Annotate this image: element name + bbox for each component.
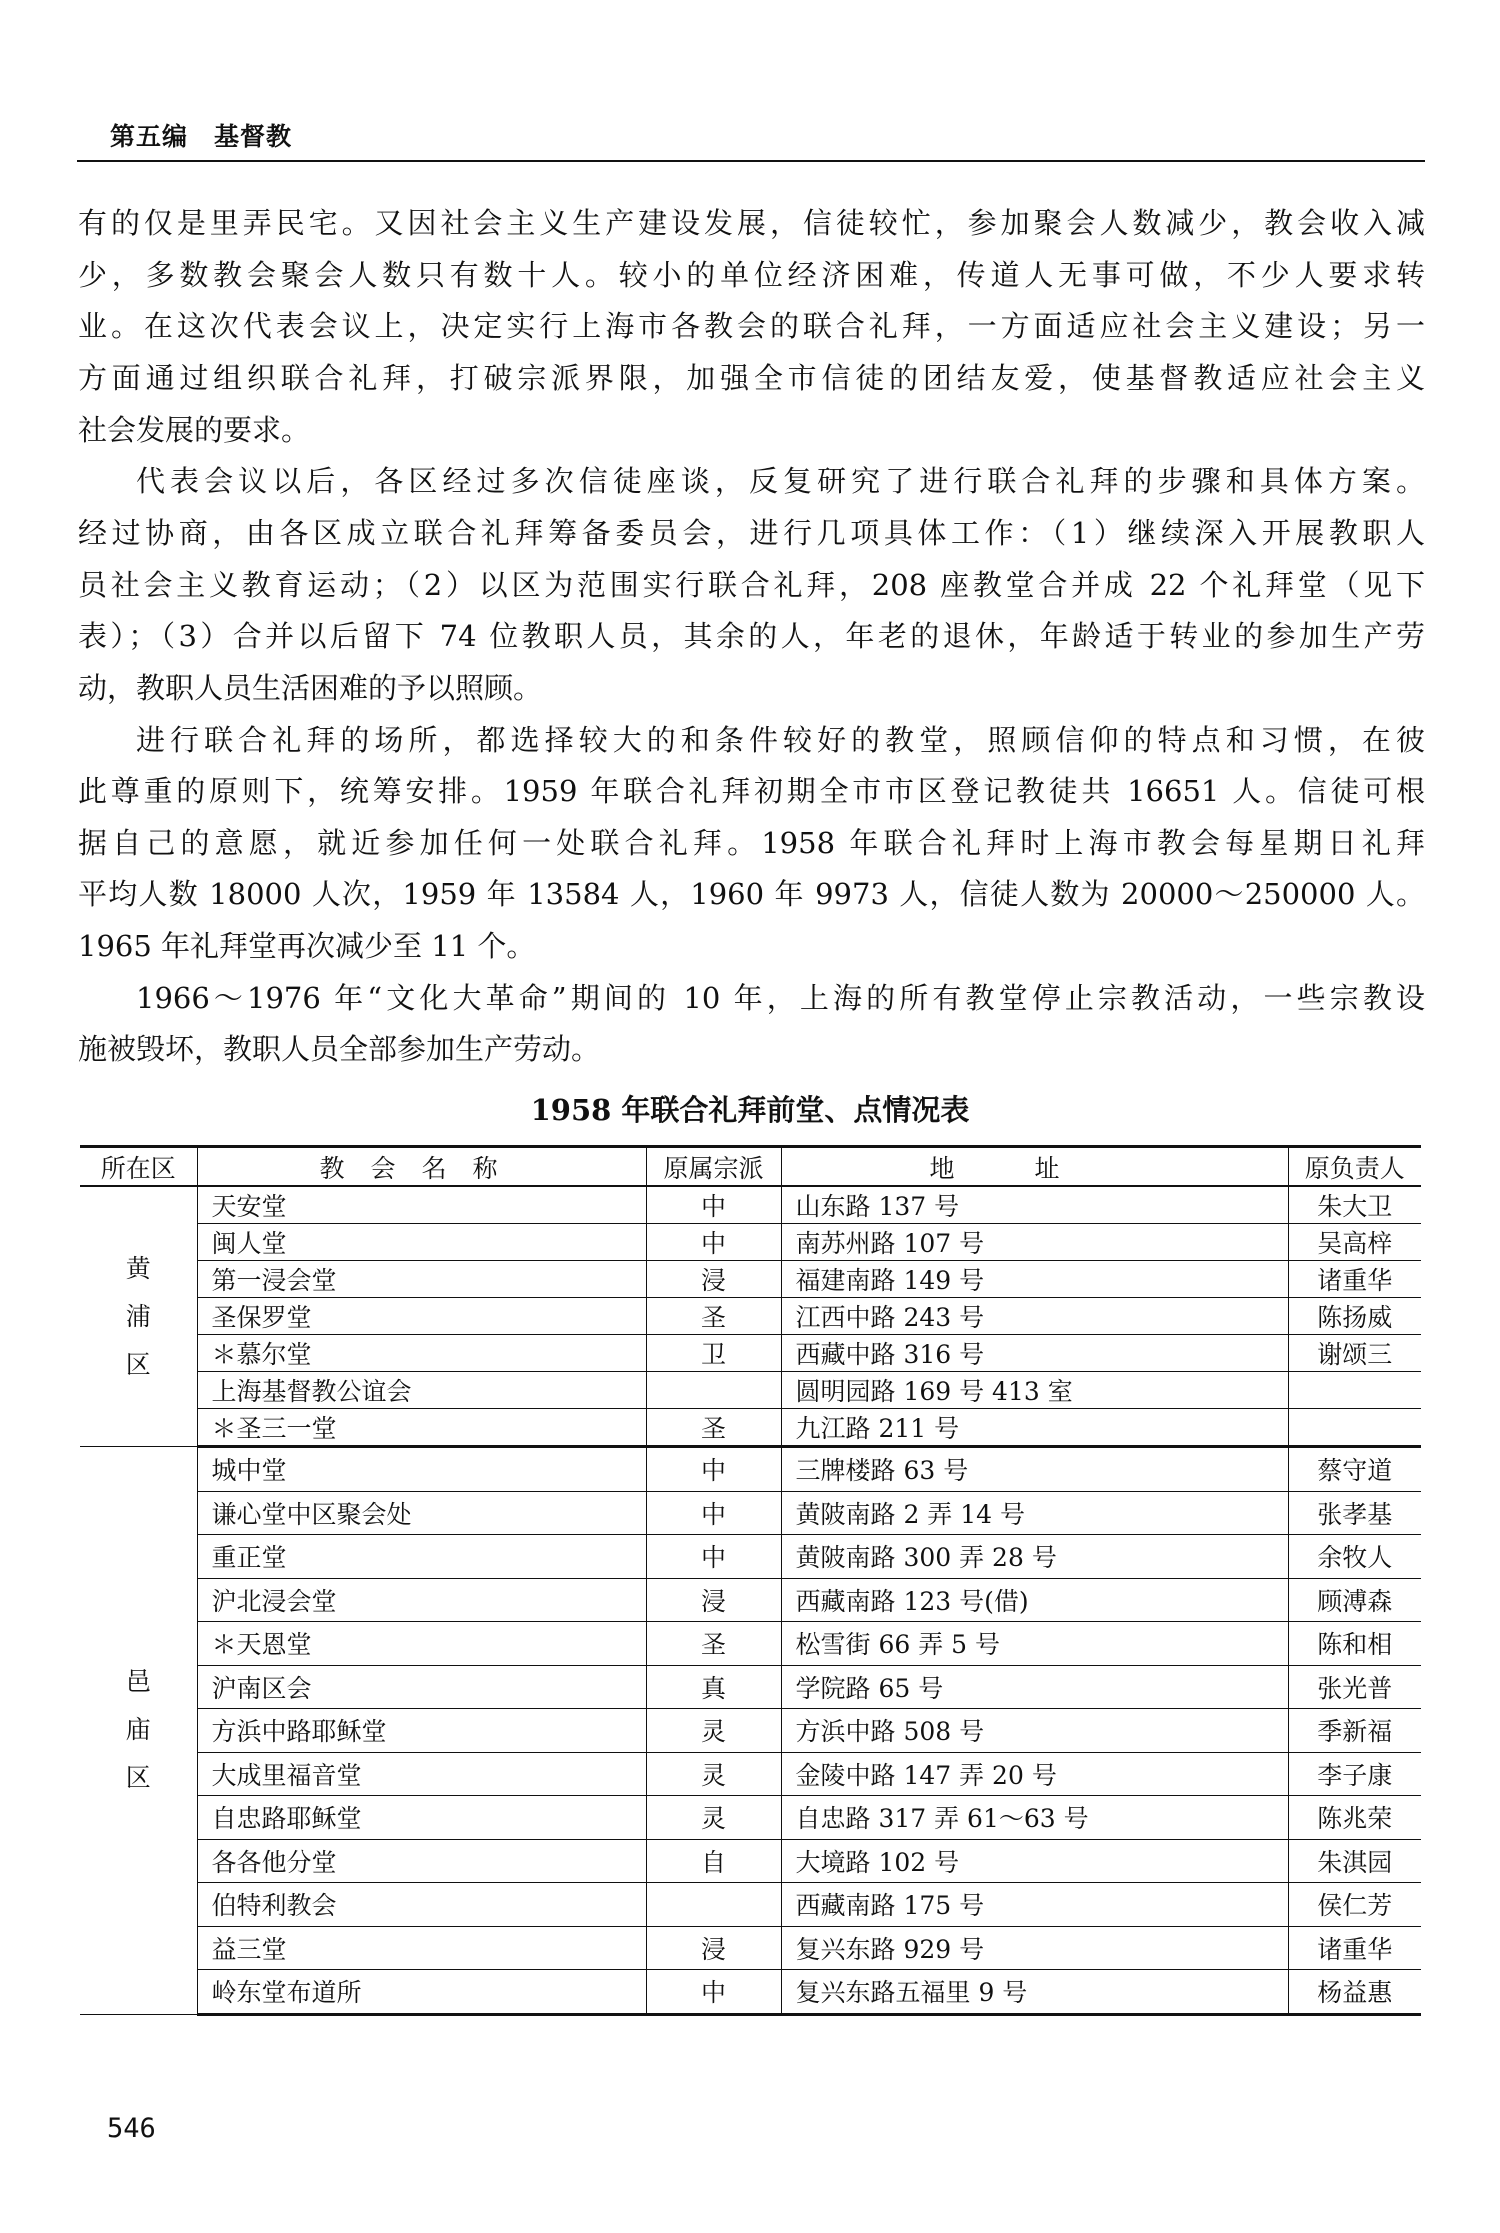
person-cell: 张孝基: [1288, 1491, 1421, 1535]
table-row: [80, 1752, 1421, 1796]
person-cell: 陈和相: [1288, 1622, 1421, 1666]
address-cell: 松雪街 66 弄 5 号: [781, 1622, 1288, 1666]
church-name-cell: 自忠路耶稣堂: [197, 1796, 646, 1840]
church-name-cell: 岭东堂布道所: [197, 1970, 646, 2015]
person-cell: 余牧人: [1288, 1535, 1421, 1579]
denomination-cell: 中: [646, 1186, 781, 1224]
church-name-cell: 第一浸会堂: [197, 1261, 646, 1298]
person-cell: 李子康: [1288, 1752, 1421, 1796]
table-row: [80, 1665, 1421, 1709]
table-row: [80, 1578, 1421, 1622]
district-char: 黄: [125, 1253, 151, 1283]
person-cell: 杨益惠: [1288, 1970, 1421, 2015]
address-cell: 圆明园路 169 号 413 室: [781, 1372, 1288, 1409]
church-name-cell: 重正堂: [197, 1535, 646, 1579]
church-name-cell: ＊天恩堂: [197, 1622, 646, 1666]
column-header-church-name: 教会名称: [197, 1147, 646, 1187]
column-header-district: 所在区: [80, 1147, 197, 1187]
district-char: 浦: [125, 1301, 151, 1331]
table-row: [80, 1839, 1421, 1883]
address-cell: 复兴东路五福里 9 号: [781, 1970, 1288, 2015]
denomination-cell: 灵: [646, 1709, 781, 1753]
denomination-cell: 浸: [646, 1261, 781, 1298]
person-cell: 张光普: [1288, 1665, 1421, 1709]
church-name-cell: 天安堂: [197, 1186, 646, 1224]
church-table: [80, 1145, 1421, 2016]
denomination-cell: 浸: [646, 1926, 781, 1970]
table-title: 1958 年联合礼拜前堂、点情况表: [530, 1093, 970, 1127]
table-row: [80, 1186, 1421, 1224]
denomination-cell: [646, 1883, 781, 1927]
body-line: 据自己的意愿，就近参加任何一处联合礼拜。1958 年联合礼拜时上海市教会每星期日礼拜: [78, 826, 1425, 860]
address-cell: 复兴东路 929 号: [781, 1926, 1288, 1970]
address-cell: 西藏南路 123 号(借): [781, 1578, 1288, 1622]
person-cell: 季新福: [1288, 1709, 1421, 1753]
person-cell: 陈扬威: [1288, 1298, 1421, 1335]
body-line: 1966～1976 年“文化大革命”期间的 10 年，上海的所有教堂停止宗教活动，一些宗教设: [136, 981, 1425, 1015]
table-row: [80, 1970, 1421, 2015]
table-header-row: [80, 1147, 1421, 1187]
address-cell: 学院路 65 号: [781, 1665, 1288, 1709]
page-number: 546: [107, 2113, 156, 2144]
address-cell: 西藏中路 316 号: [781, 1335, 1288, 1372]
table-row: [80, 1491, 1421, 1535]
column-header-person: 原负责人: [1288, 1147, 1421, 1187]
denomination-cell: 浸: [646, 1578, 781, 1622]
church-name-cell: 圣保罗堂: [197, 1298, 646, 1335]
denomination-cell: 圣: [646, 1298, 781, 1335]
address-cell: 九江路 211 号: [781, 1409, 1288, 1447]
church-name-cell: 谦心堂中区聚会处: [197, 1491, 646, 1535]
person-cell: 朱大卫: [1288, 1186, 1421, 1224]
person-cell: 谢颂三: [1288, 1335, 1421, 1372]
table-row: [80, 1224, 1421, 1261]
church-name-cell: 沪北浸会堂: [197, 1578, 646, 1622]
person-cell: 顾溥森: [1288, 1578, 1421, 1622]
church-name-cell: 大成里福音堂: [197, 1752, 646, 1796]
address-cell: 大境路 102 号: [781, 1839, 1288, 1883]
address-cell: 金陵中路 147 弄 20 号: [781, 1752, 1288, 1796]
table-row: [80, 1409, 1421, 1447]
table-row: [80, 1535, 1421, 1579]
denomination-cell: 中: [646, 1491, 781, 1535]
district-cell: [80, 1186, 197, 1447]
denomination-cell: 灵: [646, 1752, 781, 1796]
address-cell: 黄陂南路 2 弄 14 号: [781, 1491, 1288, 1535]
person-cell: 蔡守道: [1288, 1447, 1421, 1492]
denomination-cell: [646, 1372, 781, 1409]
person-cell: 朱淇园: [1288, 1839, 1421, 1883]
body-line: 员社会主义教育运动；（2）以区为范围实行联合礼拜，208 座教堂合并成 22 个礼拜堂（见下: [78, 568, 1425, 602]
address-cell: 黄陂南路 300 弄 28 号: [781, 1535, 1288, 1579]
body-line: 有的仅是里弄民宅。又因社会主义生产建设发展，信徒较忙，参加聚会人数减少，教会收入减: [78, 206, 1425, 240]
person-cell: 吴高梓: [1288, 1224, 1421, 1261]
church-name-cell: 闽人堂: [197, 1224, 646, 1261]
body-line: 业。在这次代表会议上，决定实行上海市各教会的联合礼拜，一方面适应社会主义建设；另一: [78, 309, 1425, 343]
address-cell: 江西中路 243 号: [781, 1298, 1288, 1335]
person-cell: 陈兆荣: [1288, 1796, 1421, 1840]
person-cell: 诸重华: [1288, 1261, 1421, 1298]
address-cell: 自忠路 317 弄 61～63 号: [781, 1796, 1288, 1840]
table-row: [80, 1298, 1421, 1335]
column-header-address: 地址: [781, 1147, 1288, 1187]
church-name-cell: 上海基督教公谊会: [197, 1372, 646, 1409]
person-cell: [1288, 1409, 1421, 1447]
body-line: 1965 年礼拜堂再次减少至 11 个。: [78, 929, 536, 963]
person-cell: 侯仁芳: [1288, 1883, 1421, 1927]
denomination-cell: 圣: [646, 1622, 781, 1666]
district-char: 区: [125, 1763, 151, 1793]
running-head: 第五编 基督教: [110, 122, 293, 151]
denomination-cell: 卫: [646, 1335, 781, 1372]
denomination-cell: 中: [646, 1535, 781, 1579]
denomination-cell: 圣: [646, 1409, 781, 1447]
denomination-cell: 中: [646, 1970, 781, 2015]
district-cell: [80, 1447, 197, 2015]
address-cell: 山东路 137 号: [781, 1186, 1288, 1224]
column-header-denomination: 原属宗派: [646, 1147, 781, 1187]
person-cell: [1288, 1372, 1421, 1409]
body-line: 经过协商，由各区成立联合礼拜筹备委员会，进行几项具体工作：（1）继续深入开展教职人: [78, 516, 1425, 550]
address-cell: 三牌楼路 63 号: [781, 1447, 1288, 1492]
table-row: [80, 1709, 1421, 1753]
body-line: 进行联合礼拜的场所，都选择较大的和条件较好的教堂，照顾信仰的特点和习惯，在彼: [136, 723, 1425, 757]
address-cell: 南苏州路 107 号: [781, 1224, 1288, 1261]
denomination-cell: 自: [646, 1839, 781, 1883]
table-row: [80, 1622, 1421, 1666]
address-cell: 方浜中路 508 号: [781, 1709, 1288, 1753]
body-line: 平均人数 18000 人次，1959 年 13584 人，1960 年 9973 人，信徒人数为 20000～250000 人。: [78, 877, 1425, 911]
church-name-cell: 沪南区会: [197, 1665, 646, 1709]
church-name-cell: 益三堂: [197, 1926, 646, 1970]
body-line: 施被毁坏，教职人员全部参加生产劳动。: [78, 1032, 601, 1066]
denomination-cell: 灵: [646, 1796, 781, 1840]
body-line: 表）；（3）合并以后留下 74 位教职人员，其余的人，年老的退休，年龄适于转业的参加生产劳: [78, 619, 1425, 653]
table-row: [80, 1447, 1421, 1492]
district-char: 邑: [125, 1667, 151, 1697]
body-line: 此尊重的原则下，统筹安排。1959 年联合礼拜初期全市市区登记教徒共 16651 人。信徒可根: [78, 774, 1425, 808]
body-line: 少，多数教会聚会人数只有数十人。较小的单位经济困难，传道人无事可做，不少人要求转: [78, 258, 1425, 292]
body-line: 方面通过组织联合礼拜，打破宗派界限，加强全市信徒的团结友爱，使基督教适应社会主义: [78, 361, 1425, 395]
table-row: [80, 1883, 1421, 1927]
church-name-cell: ＊慕尔堂: [197, 1335, 646, 1372]
church-name-cell: 城中堂: [197, 1447, 646, 1492]
table-row: [80, 1796, 1421, 1840]
body-line: 社会发展的要求。: [78, 413, 311, 447]
denomination-cell: 中: [646, 1224, 781, 1261]
body-line: 动，教职人员生活困难的予以照顾。: [78, 671, 543, 705]
body-line: 代表会议以后，各区经过多次信徒座谈，反复研究了进行联合礼拜的步骤和具体方案。: [136, 464, 1425, 498]
church-name-cell: 各各他分堂: [197, 1839, 646, 1883]
table-row: [80, 1372, 1421, 1409]
table-row: [80, 1335, 1421, 1372]
denomination-cell: 真: [646, 1665, 781, 1709]
address-cell: 西藏南路 175 号: [781, 1883, 1288, 1927]
church-name-cell: 伯特利教会: [197, 1883, 646, 1927]
church-name-cell: 方浜中路耶稣堂: [197, 1709, 646, 1753]
denomination-cell: 中: [646, 1447, 781, 1492]
address-cell: 福建南路 149 号: [781, 1261, 1288, 1298]
person-cell: 诸重华: [1288, 1926, 1421, 1970]
table-row: [80, 1261, 1421, 1298]
district-char: 庙: [125, 1715, 151, 1745]
church-name-cell: ＊圣三一堂: [197, 1409, 646, 1447]
table-row: [80, 1926, 1421, 1970]
header-rule: [77, 160, 1425, 162]
district-char: 区: [125, 1349, 151, 1379]
